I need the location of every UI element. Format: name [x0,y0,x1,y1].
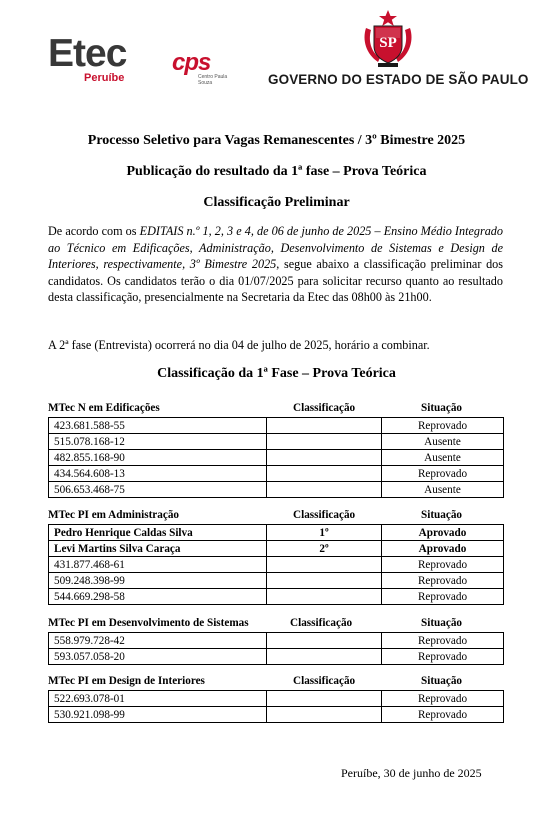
course-name: MTec PI em Design de Interiores [48,675,205,687]
status-cell: Reprovado [382,418,504,434]
classification-cell [267,418,382,434]
classification-cell [267,466,382,482]
status-cell: Aprovado [382,541,504,557]
results-grid [48,417,504,498]
candidate-id-cell: 506.653.468-75 [49,482,267,498]
intro-text-end: , segue abaixo a classificação preliminar dos candidatos. Os candidatos terão o dia 01/07/2025 para solicitar recurso quanto ao resultado desta classificação, presencialmente na Secretaria da Etec das 08h00 às 21h00. [48,257,503,305]
course-table-header [48,675,503,690]
table-row [49,525,504,541]
results-grid [48,632,504,665]
candidate-id-cell: 431.877.468-61 [49,557,267,573]
results-grid [48,524,504,605]
classification-cell [267,633,382,649]
classification-cell [267,649,382,665]
classification-cell: 1º [267,525,382,541]
candidate-id-cell: 515.078.168-12 [49,434,267,450]
table-row [49,573,504,589]
intro-text-start: De acordo com os [48,224,140,238]
cps-logo-text: cps [172,49,211,76]
section-title: Classificação da 1ª Fase – Prova Teórica [157,366,396,381]
table-row [49,557,504,573]
candidate-id-cell: 544.669.298-58 [49,589,267,605]
status-cell: Ausente [382,450,504,466]
process-title: Processo Seletivo para Vagas Remanescentes / 3º Bimestre 2025 [87,133,466,148]
classification-title: Classificação Preliminar [203,195,350,210]
status-cell: Ausente [382,434,504,450]
table-row [49,707,504,723]
intro-text-editais: EDITAIS n.º 1, 2, 3 e 4, de 06 de junho de 2025 – Ensino Médio Integrado ao Técnico em Edificações, Administração, Desenvolvimento de Sistemas e Design de Interiores, respectivamente, 3º Bimestre 2025 [48,224,503,272]
column-header-classification: Classificação [293,402,356,414]
classification-cell [267,691,382,707]
etec-logo [48,34,126,84]
etec-city: Peruíbe [84,72,125,84]
status-cell: Reprovado [382,589,504,605]
status-cell: Reprovado [382,466,504,482]
course-table [48,509,503,605]
candidate-id-cell: Levi Martins Silva Caraça [49,541,267,557]
status-cell: Reprovado [382,649,504,665]
column-header-classification: Classificação [290,617,353,629]
status-cell: Aprovado [382,525,504,541]
course-name: MTec PI em Desenvolvimento de Sistemas [48,617,249,629]
course-name: MTec PI em Administração [48,509,180,521]
column-header-classification: Classificação [293,509,356,521]
candidate-id-cell: 558.979.728-42 [49,633,267,649]
column-header-status: Situação [421,509,463,521]
publication-title: Publicação do resultado da 1ª fase – Prova Teórica [126,164,427,179]
table-row [49,450,504,466]
status-cell: Reprovado [382,691,504,707]
classification-cell [267,557,382,573]
course-table-header [48,617,503,632]
table-row [49,589,504,605]
status-cell: Reprovado [382,573,504,589]
table-row [49,541,504,557]
candidate-id-cell: Pedro Henrique Caldas Silva [49,525,267,541]
state-seal-icon [360,10,416,68]
course-table [48,617,503,665]
government-logo [268,10,529,90]
candidate-id-cell: 509.248.398-99 [49,573,267,589]
table-row [49,633,504,649]
table-row [49,649,504,665]
classification-cell [267,589,382,605]
government-name: GOVERNO DO ESTADO DE SÃO PAULO [268,72,529,87]
column-header-status: Situação [421,402,463,414]
table-row [49,482,504,498]
course-name: MTec N em Edificações [48,402,160,414]
candidate-id-cell: 522.693.078-01 [49,691,267,707]
course-table [48,402,503,498]
cps-logo [172,50,228,88]
candidate-id-cell: 530.921.098-99 [49,707,267,723]
classification-cell [267,434,382,450]
classification-cell [267,707,382,723]
cps-logo-subtext: Centro Paula Souza [198,74,228,86]
candidate-id-cell: 482.855.168-90 [49,450,267,466]
seal-letters: SP [379,35,397,51]
classification-cell [267,482,382,498]
status-cell: Ausente [382,482,504,498]
status-cell: Reprovado [382,633,504,649]
intro-paragraph [48,223,503,306]
column-header-status: Situação [421,675,463,687]
course-table [48,675,503,723]
course-table-header [48,402,503,417]
classification-cell [267,450,382,466]
results-grid [48,690,504,723]
classification-cell: 2º [267,541,382,557]
status-cell: Reprovado [382,707,504,723]
table-row [49,691,504,707]
table-row [49,466,504,482]
column-header-classification: Classificação [293,675,356,687]
column-header-status: Situação [421,617,463,629]
etec-logo-text: Etec [48,32,127,75]
classification-cell [267,573,382,589]
table-row [49,418,504,434]
candidate-id-cell: 434.564.608-13 [49,466,267,482]
candidate-id-cell: 423.681.588-55 [49,418,267,434]
document-date: Peruíbe, 30 de junho de 2025 [341,766,482,780]
status-cell: Reprovado [382,557,504,573]
candidate-id-cell: 593.057.058-20 [49,649,267,665]
table-row [49,434,504,450]
second-phase-paragraph: A 2ª fase (Entrevista) ocorrerá no dia 04 de julho de 2025, horário a combinar. [48,338,430,352]
course-table-header [48,509,503,524]
